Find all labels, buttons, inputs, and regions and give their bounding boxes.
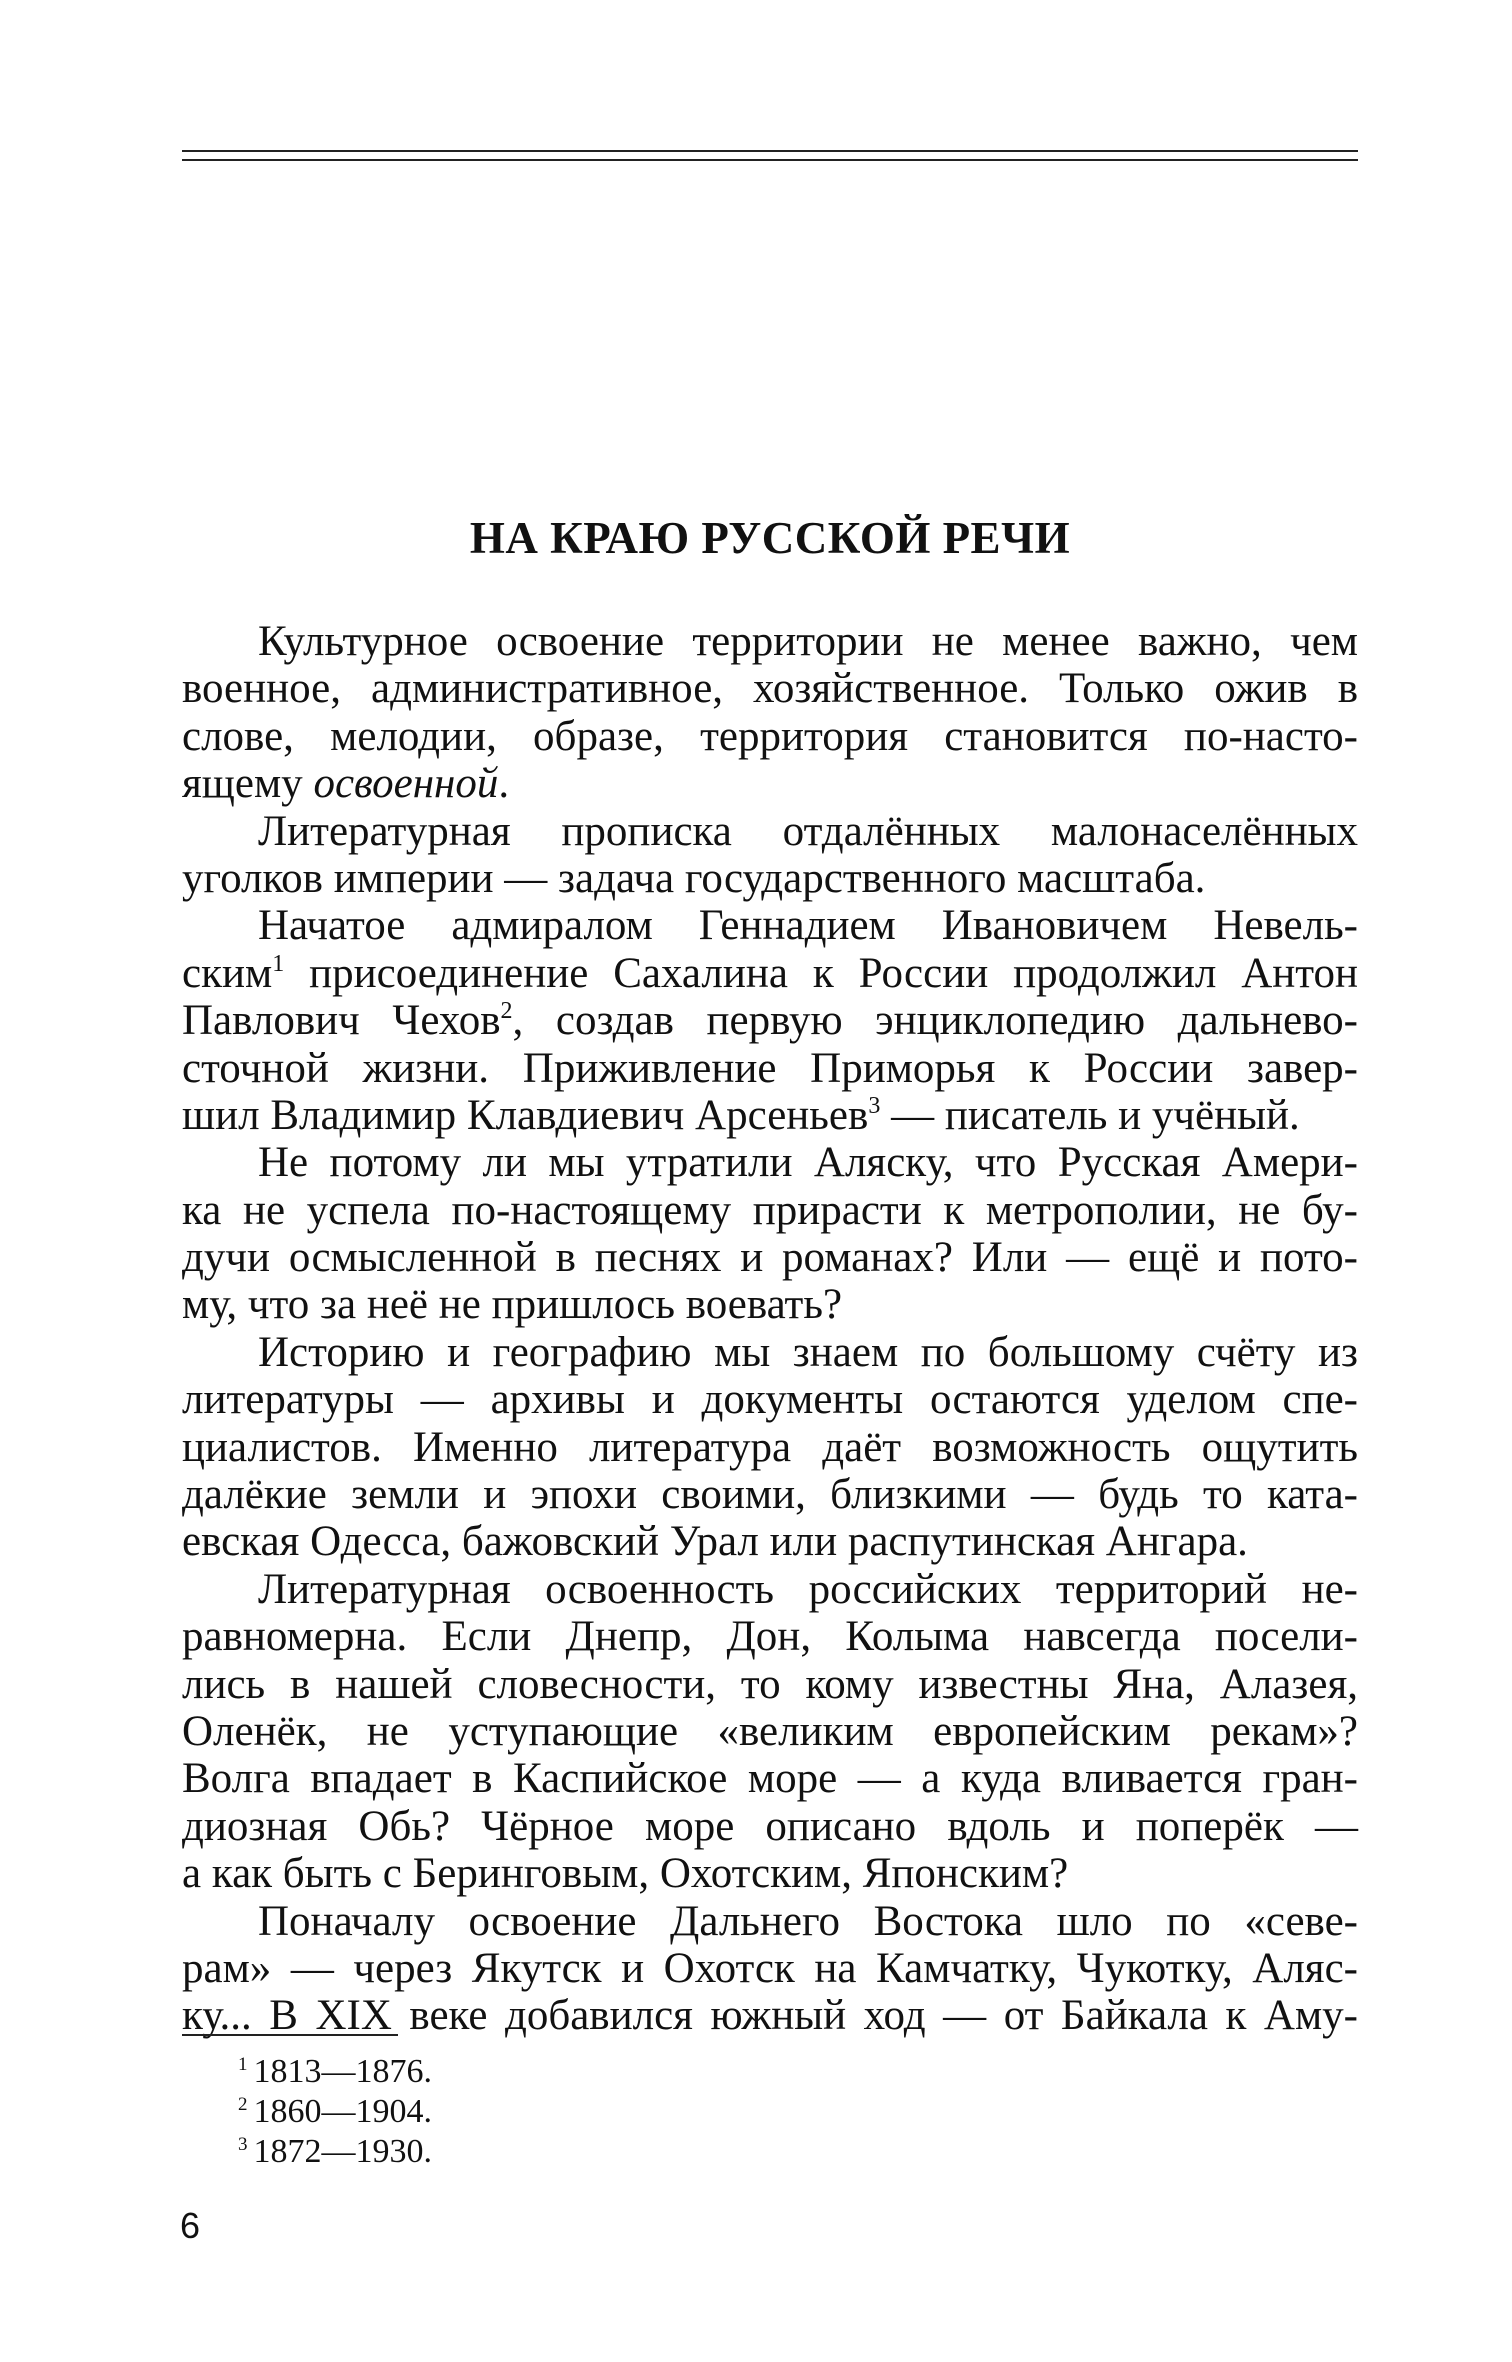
footnote-mark: 3 xyxy=(238,2134,248,2155)
text-line-main: Волга впадает в Каспийское море — а куда вливается гран- xyxy=(182,1755,1358,1803)
footnote-text: 1813—1876. xyxy=(253,2053,432,2090)
text-line xyxy=(182,1803,1358,1850)
footnote-item xyxy=(238,2132,432,2172)
text-line-tail: . xyxy=(498,760,510,808)
text-line xyxy=(182,760,1358,807)
text-line-main: Литературная освоенность российских территорий не- xyxy=(258,1565,1358,1613)
footnote-ref: 2 xyxy=(500,998,513,1025)
text-line-tail: — писатель и учёный. xyxy=(880,1091,1300,1139)
text-line xyxy=(182,1945,1358,1992)
text-line-main: дучи осмысленной в песнях и романах? Или — ещё и пото- xyxy=(182,1234,1358,1282)
text-line xyxy=(182,1613,1358,1660)
text-line-main: му, что за неё не пришлось воевать? xyxy=(182,1281,843,1329)
footnote-item xyxy=(238,2092,432,2132)
text-line xyxy=(182,1566,1358,1613)
text-line xyxy=(182,902,1358,949)
body-text xyxy=(182,618,1358,2040)
text-line-main: Поначалу освоение Дальнего Востока шло по «севе- xyxy=(258,1897,1358,1945)
text-line xyxy=(182,1329,1358,1376)
text-line xyxy=(182,1234,1358,1281)
text-line-main: равномерна. Если Днепр, Дон, Колыма навсегда посели- xyxy=(182,1613,1358,1661)
text-line-main: рам» — через Якутск и Охотск на Камчатку, Чукотку, Аляс- xyxy=(182,1944,1358,1992)
footnote-text: 1860—1904. xyxy=(253,2093,432,2130)
text-line xyxy=(182,997,1358,1044)
text-line-main: диозная Обь? Чёрное море описано вдоль и поперёк — xyxy=(182,1802,1358,1850)
text-line xyxy=(182,1139,1358,1186)
text-line xyxy=(182,713,1358,760)
text-line-main: Литературная прописка отдалённых малонаселённых xyxy=(258,807,1358,855)
text-line xyxy=(182,855,1358,902)
text-line-main: циалистов. Именно литература даёт возможность ощутить xyxy=(182,1423,1358,1471)
text-line xyxy=(182,950,1358,997)
text-line xyxy=(182,1850,1358,1897)
text-line-main: Культурное освоение территории не менее важно, чем xyxy=(258,618,1358,665)
text-line xyxy=(182,1992,1358,2039)
text-line xyxy=(182,1187,1358,1234)
text-line xyxy=(182,618,1358,665)
text-line-main: евская Одесса, бажовский Урал или распутинская Ангара. xyxy=(182,1518,1248,1566)
footnote-mark: 2 xyxy=(238,2094,248,2115)
text-line xyxy=(182,1281,1358,1328)
text-line-main: Начатое адмиралом Геннадием Ивановичем Невель- xyxy=(258,902,1358,950)
text-line-main: ским xyxy=(182,949,273,997)
text-line-main: Историю и географию мы знаем по большому счёту из xyxy=(258,1328,1358,1376)
text-line-main: сточной жизни. Приживление Приморья к России завер- xyxy=(182,1044,1358,1092)
footnote-mark: 1 xyxy=(238,2054,248,2075)
text-line xyxy=(182,1045,1358,1092)
text-line-main: Не потому ли мы утратили Аляску, что Русская Амери- xyxy=(258,1139,1358,1187)
text-line-main: ку... В XIX веке добавился южный ход — от Байкала к Аму- xyxy=(182,1992,1358,2040)
text-line xyxy=(182,1755,1358,1802)
text-line xyxy=(182,1708,1358,1755)
text-line-main: уголков империи — задача государственного масштаба. xyxy=(182,854,1206,902)
text-line-main: ящему xyxy=(182,760,314,808)
footnote-ref: 1 xyxy=(272,950,285,977)
text-line-main: лись в нашей словесности, то кому известны Яна, Алазея, xyxy=(182,1660,1358,1708)
text-line xyxy=(182,665,1358,712)
header-rule-bottom xyxy=(182,159,1358,161)
text-line-tail: , создав первую энциклопедию дальнево- xyxy=(512,997,1359,1045)
text-line xyxy=(182,808,1358,855)
footnote-ref: 3 xyxy=(868,1092,881,1119)
text-line-tail: присоединение Сахалина к России продолжил Антон xyxy=(284,949,1358,997)
chapter-title: НА КРАЮ РУССКОЙ РЕЧИ xyxy=(469,513,1071,563)
text-line xyxy=(182,1518,1358,1565)
text-line-main: далёкие земли и эпохи своими, близкими — будь то ката- xyxy=(182,1471,1358,1519)
header-rule-top xyxy=(182,150,1358,152)
page-number: 6 xyxy=(180,2205,201,2246)
text-line xyxy=(182,1661,1358,1708)
text-line xyxy=(182,1424,1358,1471)
text-line-main: ка не успела по-настоящему прирасти к метрополии, не бу- xyxy=(182,1186,1358,1234)
emphasis-text: освоенной xyxy=(313,760,499,808)
text-line-main: литературы — архивы и документы остаются уделом спе- xyxy=(182,1376,1358,1424)
text-line-main: военное, административное, хозяйственное. Только ожив в xyxy=(182,665,1358,713)
text-line xyxy=(182,1471,1358,1518)
text-line-main: слове, мелодии, образе, территория становится по-насто- xyxy=(182,712,1358,760)
footnote-separator xyxy=(182,2034,398,2036)
text-line xyxy=(182,1898,1358,1945)
text-line xyxy=(182,1092,1358,1139)
text-line-main: а как быть с Беринговым, Охотским, Японским? xyxy=(182,1850,1069,1898)
text-line-main: шил Владимир Клавдиевич Арсеньев xyxy=(182,1091,869,1139)
text-line-main: Оленёк, не уступающие «великим европейским рекам»? xyxy=(182,1707,1358,1755)
footnote-text: 1872—1930. xyxy=(253,2133,432,2170)
footnote-item xyxy=(238,2052,432,2092)
text-line-main: Павлович Чехов xyxy=(182,997,501,1045)
text-line xyxy=(182,1376,1358,1423)
footnotes xyxy=(238,2052,432,2172)
